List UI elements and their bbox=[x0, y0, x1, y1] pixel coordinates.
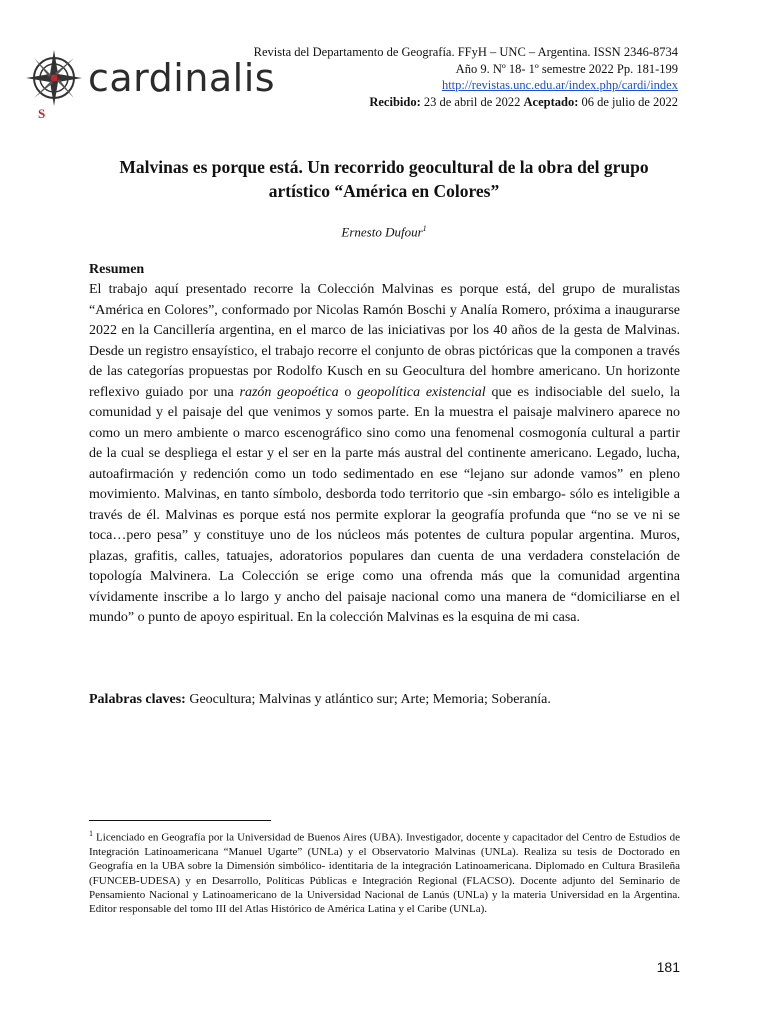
page-number: 181 bbox=[656, 959, 680, 975]
journal-link[interactable]: http://revistas.unc.edu.ar/index.php/cardi/index bbox=[441, 78, 678, 92]
journal-header bbox=[208, 44, 678, 110]
abstract-text-1: El trabajo aquí presentado recorre la Colección Malvinas es porque está, del grupo de muralistas “América en Colores”, conformado por Nicolas Ramón Boschi y Analía Romero, próxima a inaugurarse 2022 en la Cancillería argentina, en el marco de las iniciativas por los 40 años de la gesta de Malvinas. Desde un registro ensayístico, el trabajo recorre el conjunto de obras pictóricas que la componen a través de las categorías propuestas por Rodolfo Kusch en su Geocultura del hombre americano. Un horizonte reflexivo guiado por una bbox=[89, 282, 680, 400]
footnote-text: Licenciado en Geografía por la Universidad de Buenos Aires (UBA). Investigador, docente y capacitador del Centro de Estudios de Integración Latinoamericana “Manuel Ugarte” (UNLa) y el Observatorio Malvinas (UNLa). Realiza su tesis de Doctorado en Geografía en la UBA sobre la Dimensión simbólico- identitaria de la integración Latinoamericana. Diplomado en Cultura Brasileña (FUNCEB-UDESA) y en Desarrollo, Políticas Públicas e Integración Regional (FLACSO). Docente adjunto del Seminario de Pensamiento Nacional y Latinoamericano de la Universidad Nacional de Lanús (UNLa) y la materia Universidad en la Argentina. Editor responsable del tomo III del Atlas Histórico de América Latina y el Caribe (UNLa). bbox=[89, 831, 680, 916]
issue-info: Año 9. Nº 18- 1º semestre 2022 Pp. 181-199 bbox=[455, 61, 678, 76]
abstract-text-2: o bbox=[338, 384, 358, 400]
footnote bbox=[89, 827, 680, 916]
journal-name: Revista del Departamento de Geografía. FFyH – UNC – Argentina. ISSN 2346-8734 bbox=[253, 45, 678, 59]
keywords bbox=[89, 692, 680, 708]
accepted-date: 06 de julio de 2022 bbox=[578, 94, 678, 109]
footnote-mark: 1 bbox=[89, 829, 93, 838]
logo-letter: S bbox=[38, 106, 46, 121]
author-name: Ernesto Dufour bbox=[341, 224, 423, 240]
dates-line bbox=[208, 94, 678, 111]
keywords-list: Geocultura; Malvinas y atlántico sur; Arte; Memoria; Soberanía. bbox=[185, 692, 551, 707]
received-label: Recibido: bbox=[369, 94, 421, 109]
author-footnote-mark: 1 bbox=[422, 224, 427, 233]
footnote-divider bbox=[89, 820, 271, 821]
author bbox=[96, 224, 672, 240]
keywords-label: Palabras claves: bbox=[89, 692, 186, 707]
abstract-body bbox=[89, 280, 680, 629]
compass-rose-icon bbox=[24, 48, 84, 108]
received-date: 23 de abril de 2022 bbox=[420, 94, 524, 109]
article-title bbox=[96, 155, 672, 203]
logo-wordmark: cardinalis bbox=[88, 56, 276, 100]
accepted-label: Aceptado: bbox=[523, 94, 579, 109]
abstract-emphasis-2: geopolítica existencial bbox=[357, 384, 486, 400]
abstract-emphasis-1: razón geopoética bbox=[239, 384, 339, 400]
title-line-2: artístico “América en Colores” bbox=[268, 181, 500, 201]
abstract-heading: Resumen bbox=[89, 262, 145, 277]
abstract-text-3: que es indisociable del suelo, la comunidad y el paisaje del que venimos y somos parte. En la muestra el paisaje malvinero aparece no como un mero ambiente o marco escenográfico sino como una fenomenal cosmogonía cultural a partir de la cual se despliega el estar y el ser en la parte más austral del continente americano. Legado, lucha, autoafirmación y redención como un todo sedimentado en ese “lejano sur adonde vamos” en pleno movimiento. Malvinas, en tanto símbolo, desborda todo territorio que -sin embargo- sólo es inteligible a través de él. Malvinas es porque está nos permite explorar la geografía profunda que “no se ve ni se toca…pero pesa” y constituye uno de los núcleos más potentes de cultura popular argentina. Muros, plazas, grafitis, calles, tatuajes, adoratorios populares dan cuenta de una verdadera constelación de topología Malvinera. La Colección se erige como una ofrenda más que la comunidad argentina vívidamente inscribe a lo largo y ancho del paisaje nacional como una manera de “domiciliarse en el mundo” o punto de apoyo espiritual. En la colección Malvinas es la esquina de mi casa. bbox=[89, 384, 680, 625]
title-line-1: Malvinas es porque está. Un recorrido geocultural de la obra del grupo bbox=[119, 157, 649, 177]
